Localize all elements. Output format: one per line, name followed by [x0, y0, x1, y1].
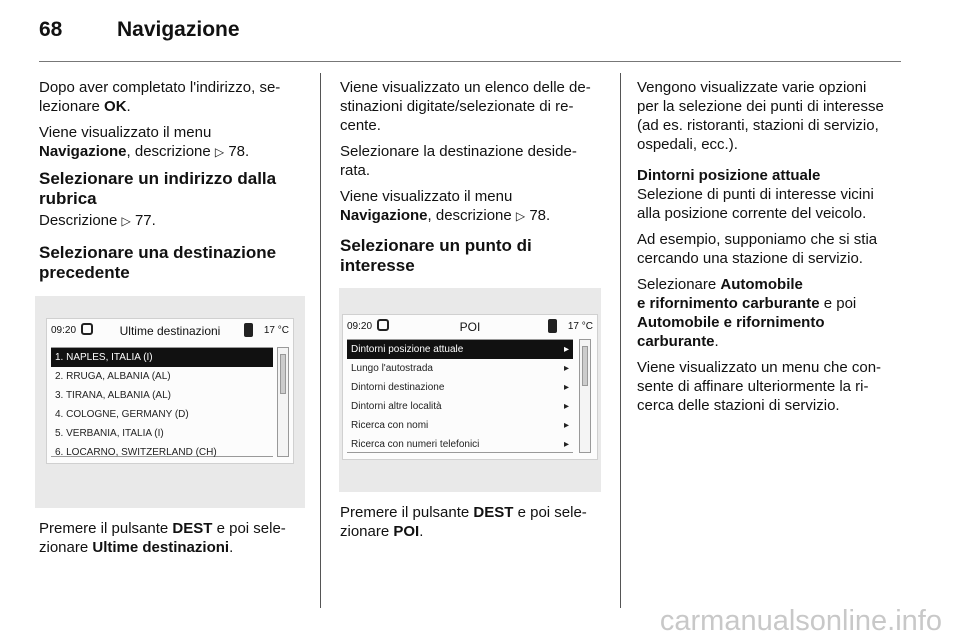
header-rule	[39, 61, 901, 62]
chevron-right-icon: ▸	[563, 382, 569, 393]
paragraph: Viene visualizzato il menu Navigazione, descrizione ▷ 78.	[340, 188, 551, 224]
column-divider-2	[620, 73, 621, 608]
chevron-right-icon: ▸	[563, 363, 569, 374]
poi-list	[347, 339, 573, 453]
phone-icon	[548, 319, 557, 333]
paragraph: Viene visualizzato un menu che con- sente di affinare ulteriormente la ri- cerca delle stazioni di servizio.	[637, 359, 882, 414]
reference-arrow-icon: ▷	[121, 214, 131, 228]
chevron-right-icon: ▸	[563, 420, 569, 431]
chevron-right-icon: ▸	[563, 401, 569, 412]
paragraph: Viene visualizzato il menu Navigazione, descrizione ▷ 78.	[39, 124, 250, 160]
display-screen	[342, 314, 598, 460]
watermark: carmanualsonline.info	[659, 605, 942, 637]
list-item[interactable]: 3. TIRANA, ALBANIA (AL)	[55, 390, 171, 401]
column-2-bottom	[340, 503, 615, 548]
column-2	[340, 78, 615, 276]
page-number: 68	[39, 18, 63, 41]
column-1-bottom	[39, 519, 314, 564]
paragraph: Descrizione ▷ 77.	[39, 212, 156, 229]
subheading: Dintorni posizione attuale	[637, 167, 821, 184]
ok-button-label: OK	[104, 98, 127, 115]
chevron-right-icon: ▸	[563, 439, 569, 450]
list-item[interactable]: 6. LOCARNO, SWITZERLAND (CH)	[55, 447, 217, 458]
column-3	[637, 78, 905, 422]
page-title: Navigazione	[117, 18, 240, 41]
paragraph: Premere il pulsante DEST e poi sele- zionare Ultime destinazioni.	[39, 520, 286, 556]
screenshot-recent-destinations	[35, 296, 305, 508]
section-heading: Selezionare un punto di interesse	[340, 236, 532, 275]
column-divider-1	[320, 73, 321, 608]
paragraph: Ad esempio, supponiamo che si stia cercando una stazione di servizio.	[637, 231, 878, 267]
list-item[interactable]: 2. RRUGA, ALBANIA (AL)	[55, 371, 171, 382]
list-item[interactable]: Dintorni posizione attuale ▸	[347, 340, 573, 359]
paragraph: Selezionare la destinazione deside- rata.	[340, 143, 577, 179]
list-item[interactable]: Ricerca con numeri telefonici ▸	[347, 435, 573, 454]
list-item[interactable]: 1. NAPLES, ITALIA (I)	[51, 348, 273, 367]
screen-title: Ultime destinazioni	[119, 324, 221, 338]
list-item[interactable]: 4. COLOGNE, GERMANY (D)	[55, 409, 189, 420]
screenshot-poi-menu	[339, 288, 601, 492]
chevron-right-icon: ▸	[563, 344, 569, 355]
list-item[interactable]: Lungo l'autostrada ▸	[347, 359, 573, 378]
reference-arrow-icon: ▷	[214, 145, 225, 159]
section-heading: Selezionare una destinazione precedente	[39, 243, 277, 282]
list-item[interactable]: Dintorni destinazione ▸	[347, 378, 573, 397]
reference-arrow-icon: ▷	[515, 209, 526, 223]
list-item[interactable]: Ricerca con nomi ▸	[347, 416, 573, 435]
temperature: 17 °C	[567, 321, 593, 332]
list-item[interactable]: Dintorni altre località ▸	[347, 397, 573, 416]
clock-time: 09:20	[51, 325, 77, 336]
screen-title: POI	[459, 320, 481, 334]
section-heading: Selezionare un indirizzo dalla rubrica	[39, 169, 277, 208]
display-screen	[46, 318, 294, 464]
paragraph: Premere il pulsante DEST e poi sele- zionare POI.	[340, 504, 587, 540]
scrollbar[interactable]	[579, 339, 591, 453]
paragraph: Viene visualizzato un elenco delle de- stinazioni digitate/selezionate di re- cente.	[340, 79, 591, 134]
paragraph: Vengono visualizzate varie opzioni per la selezione dei punti di interesse (ad es. ristoranti, stazioni di servizio, ospedali, ecc.).	[637, 79, 884, 153]
temperature: 17 °C	[263, 325, 289, 336]
clock-time: 09:20	[347, 321, 373, 332]
column-1	[39, 78, 309, 283]
phone-icon	[244, 323, 253, 337]
paragraph: Selezionare Automobile e rifornimento carburante e poi Automobile e rifornimento carburante.	[637, 276, 857, 350]
list-item[interactable]: 5. VERBANIA, ITALIA (I)	[55, 428, 164, 439]
paragraph: Dopo aver completato l'indirizzo, se- lezionare OK.	[39, 79, 281, 115]
scrollbar[interactable]	[277, 347, 289, 457]
destination-list	[51, 347, 273, 457]
paragraph: Selezione di punti di interesse vicini alla posizione corrente del veicolo.	[637, 186, 874, 222]
